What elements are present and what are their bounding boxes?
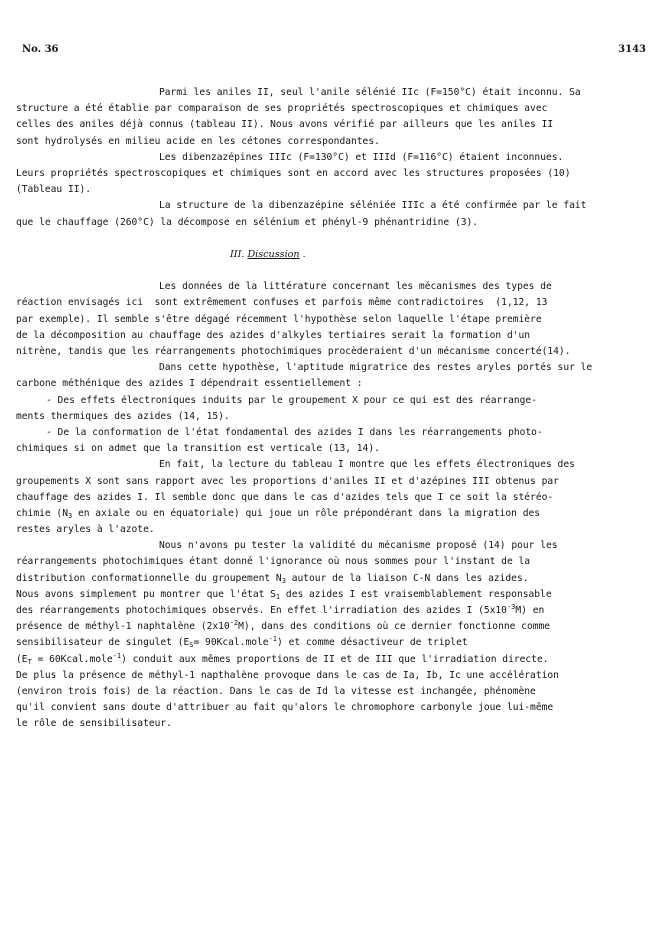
text-line: carbone méthénique des azides I dépendrait essentiellement : <box>16 378 363 390</box>
text-span: ) conduit aux mêmes proportions de II et de III que l'irradiation directe. <box>121 653 549 665</box>
text-line: Nous n'avons pu tester la validité du mécanisme proposé (14) pour les <box>159 540 558 552</box>
superscript: -2 <box>229 619 239 628</box>
text-line: ments thermiques des azides (14, 15). <box>16 410 230 422</box>
text-line: celles des aniles déjà connus (tableau II). Nous avons vérifié par ailleurs que les aniles II <box>16 119 554 131</box>
bullet-line: - Des effets électroniques induits par le groupement X pour ce qui est des réarrange- <box>46 394 537 406</box>
text-line: (Tableau II). <box>16 184 92 196</box>
subscript: 3 <box>281 576 286 585</box>
text-line: de la décomposition au chauffage des azides d'alkyles tertiaires serait la formation d'un <box>16 329 531 341</box>
page-number: 3143 <box>618 44 646 55</box>
section-heading-dot: . <box>302 248 306 260</box>
text-span: = 90Kcal.mole <box>193 637 269 649</box>
journal-issue-number: No. 36 <box>22 44 59 55</box>
subscript: S <box>189 641 194 650</box>
text-span: en axiale ou en équatoriale) qui joue un rôle prépondérant dans la migration des <box>72 507 541 519</box>
text-line: Leurs propriétés spectroscopiques et chimiques sont en accord avec les structures proposées (10) <box>16 167 571 179</box>
text-line: Les données de la littérature concernant les mécanismes des types de <box>159 281 552 293</box>
text-span: des azides I est vraisemblablement responsable <box>280 588 552 600</box>
text-span: autour de la liaison C-N dans les azides. <box>285 572 529 584</box>
text-line: En fait, la lecture du tableau I montre que les effets électroniques des <box>159 459 575 471</box>
text-line: le rôle de sensibilisateur. <box>16 718 172 730</box>
text-span: sensibilisateur de singulet (E <box>16 637 190 649</box>
subscript: 3 <box>67 511 73 520</box>
page-header <box>22 44 646 58</box>
section-heading <box>16 247 632 263</box>
subscript: T <box>27 657 32 666</box>
text-line: structure a été établie par comparaison de ses propriétés spectroscopiques et chimiques avec <box>16 103 548 115</box>
section-heading-title: Discussion <box>247 248 300 260</box>
text-span: distribution conformationnelle du groupement N <box>16 572 282 584</box>
text-line: groupements X sont sans rapport avec les proportions d'aniles II et d'azépines III obtenus par <box>16 475 559 487</box>
bullet-line: - De la conformation de l'état fondamental des azides I dans les réarrangements photo- <box>46 426 543 438</box>
subscript: 1 <box>275 592 281 601</box>
text-line <box>16 506 632 522</box>
text-line: nitrène, tandis que les réarrangements photochimiques procèderaient d'un mécanisme concerté(14). <box>16 346 571 357</box>
text-span: ) et comme désactiveur de triplet <box>277 637 468 649</box>
text-line: que le chauffage (260°C) la décompose en sélénium et phényl-9 phénantridine (3). <box>16 216 479 228</box>
text-span: chimie (N <box>16 507 68 519</box>
text-line: par exemple). Il semble s'être dégagé récemment l'hypothèse selon laquelle l'étape première <box>16 313 542 325</box>
text-line <box>16 587 632 603</box>
text-line <box>16 652 632 668</box>
text-line <box>16 635 632 651</box>
text-line: sont hydrolysés en milieu acide en les cétones correspondantes. <box>16 135 380 147</box>
text-line: réaction envisagés ici sont extrêmement confuses et parfois même contradictoires (1,12, 13 <box>16 297 548 309</box>
text-span: des réarrangements photochimiques observés. En effet l'irradiation des azides I (5x10 <box>16 605 507 616</box>
article-body <box>16 85 632 733</box>
text-span: Nous avons simplement pu montrer que l'état S <box>16 588 276 600</box>
text-line: Parmi les aniles II, seul l'anile sélénié IIc (F=150°C) était inconnu. Sa <box>159 87 581 98</box>
text-span: présence de méthyl-1 naphtalène (2x10 <box>16 621 230 633</box>
text-line: chimiques si on admet que la transition est verticale (13, 14). <box>16 443 380 455</box>
text-line: chauffage des azides I. Il semble donc que dans le cas d'azides tels que I ce soit la stéréo- <box>16 491 554 503</box>
superscript: -1 <box>112 651 122 660</box>
text-span: (E <box>16 653 28 665</box>
text-line: Les dibenzazépines IIIc (F=130°C) et IIId (F=116°C) étaient inconnues. <box>159 151 564 163</box>
superscript: -3 <box>506 603 516 611</box>
text-line: restes aryles à l'azote. <box>16 524 155 536</box>
text-line <box>16 619 632 635</box>
text-line: qu'il convient sans doute d'attribuer au fait qu'alors le chromophore carbonyle joue lui-même <box>16 702 554 714</box>
text-span: M) en <box>515 605 545 616</box>
text-line: réarrangements photochimiques étant donné l'ignorance où nous sommes pour l'instant de la <box>16 556 531 568</box>
text-line: Dans cette hypothèse, l'aptitude migratrice des restes aryles portés sur le <box>159 362 593 374</box>
superscript: -1 <box>268 635 278 644</box>
text-span: = 60Kcal.mole <box>31 653 113 665</box>
text-span: M), dans des conditions où ce dernier fonctionne comme <box>238 621 551 633</box>
section-heading-number: III. <box>230 248 245 260</box>
text-line: (environ trois fois) de la réaction. Dans le cas de Id la vitesse est inchangée, phénomène <box>16 685 536 697</box>
text-line <box>16 571 632 587</box>
text-line <box>16 603 632 619</box>
text-line: De plus la présence de méthyl-1 napthalène provoque dans le cas de Ia, Ib, Ic une accélération <box>16 669 559 681</box>
text-line: La structure de la dibenzazépine séléniée IIIc a été confirmée par le fait <box>159 200 587 212</box>
